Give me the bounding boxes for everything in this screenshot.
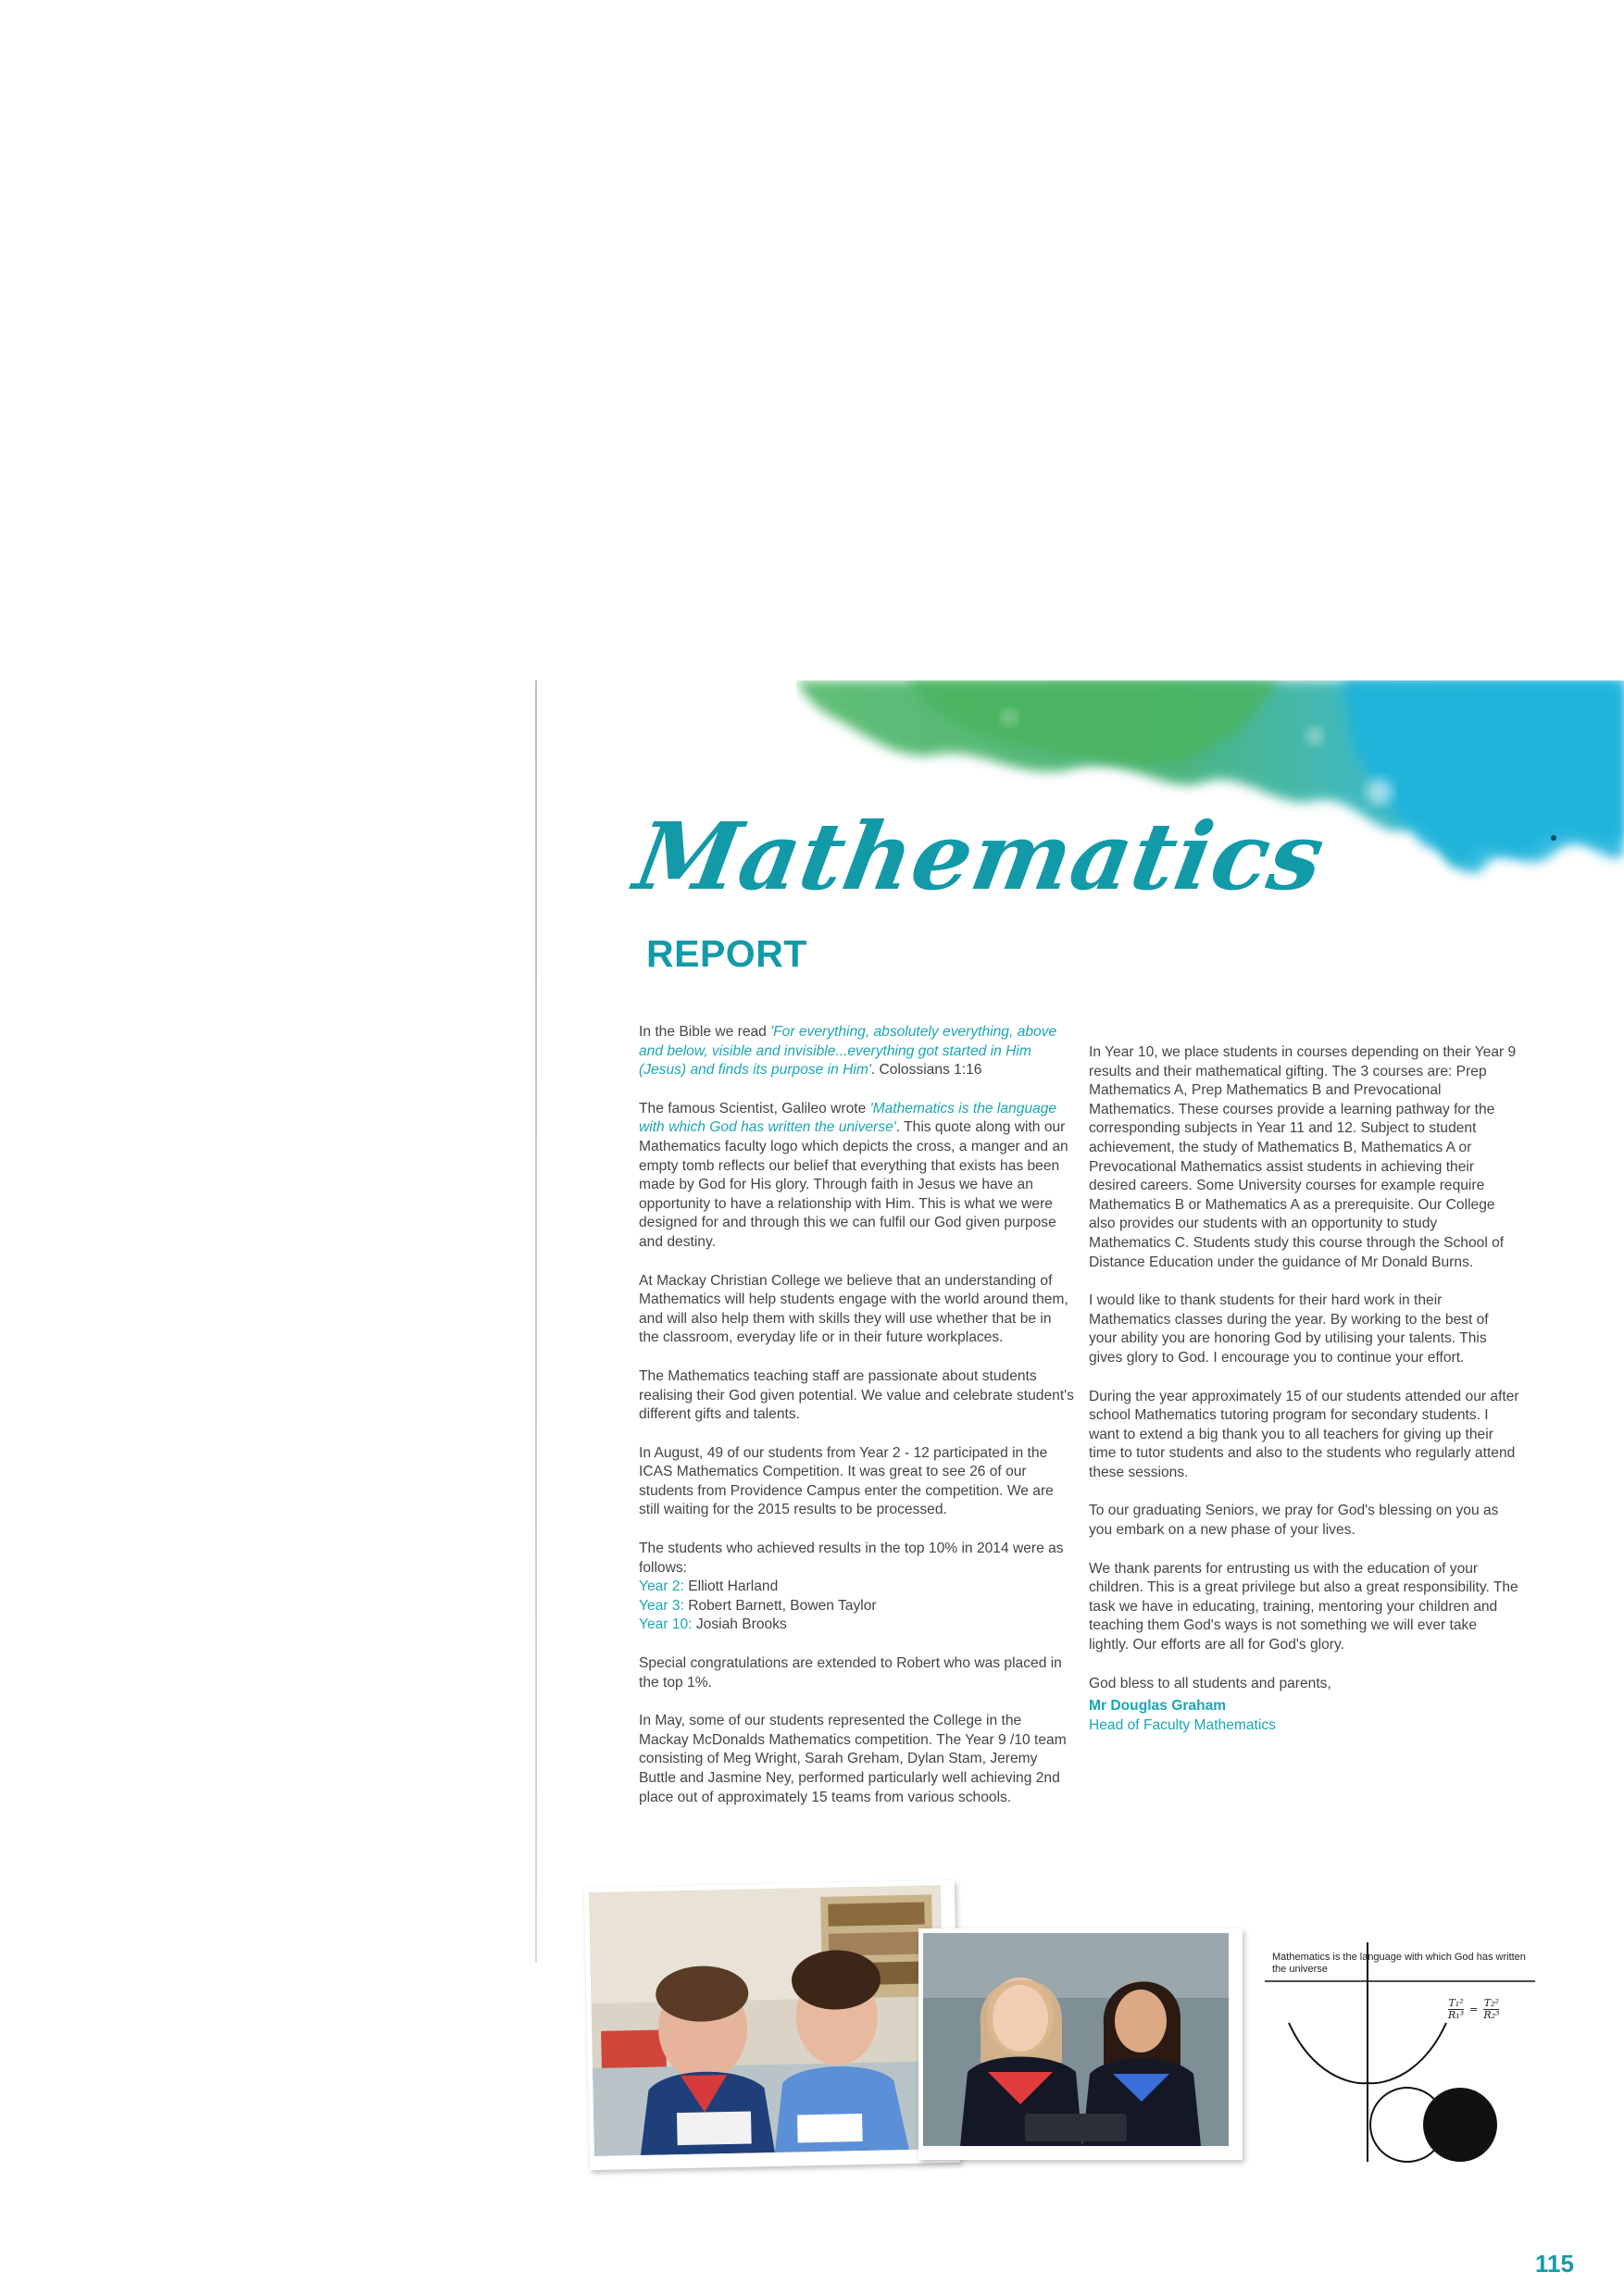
paragraph-text: The famous Scientist, Galileo wrote [639, 1100, 870, 1117]
paragraph-year10: In Year 10, we place students in courses depending on their Year 9 results and their mathematical gifting. The 3 courses are: Prep Mathematics A, Prep Mathematics B and Prevocational Mathematics. These courses provide a learning pathway for the corresponding subjects in Year 11 and 12. Subject to student achievement, the study of Mathematics B, Mathematics A or Prevocational Mathematics assist students in achieving their desired careers. Some University courses for example require Mathematics B or Mathematics A as a prerequisite. Our College also provides our students with an opportunity to study Mathematics C. Students study this course through the School of Distance Education under the guidance of Mr Donald Burns. [1089, 1044, 1517, 1270]
paragraph-seniors: To our graduating Seniors, we pray for God's blessing on you as you embark on a new phase of your lives. [1089, 1503, 1499, 1539]
result-year: Year 2: [639, 1578, 684, 1595]
paragraph-icas: In August, 49 of our students from Year 2 - 12 participated in the ICAS Mathematics Competition. It was great to see 26 of our students from Providence Campus enter the competition. We are still waiting for the 2015 results to be processed. [639, 1444, 1054, 1518]
bible-quote: 'For everything, absolutely everything, above and below, visible and invisible...everything got started in Him (Jesus) and finds its purpose in Him' [639, 1024, 1057, 1079]
result-names: Josiah Brooks [695, 1616, 787, 1633]
page-number: 115 [1535, 2250, 1574, 2277]
result-year: Year 10: [639, 1616, 693, 1633]
paragraph-results [639, 1540, 1074, 1635]
signature-role: Head of Faculty Mathematics [1089, 1716, 1276, 1733]
paragraph-tutoring: During the year approximately 15 of our students attended our after school Mathematics tutoring program for secondary students. I want to extend a big thank you to all teachers for giving up their time to tutor students and also to the students who regularly attend these sessions. [1089, 1388, 1519, 1480]
paragraph-congratulations: Special congratulations are extended to Robert who was placed in the top 1%. [639, 1655, 1062, 1691]
right-column [1089, 1043, 1519, 1735]
paragraph-text: In the Bible we read [639, 1024, 771, 1040]
page-subtitle: REPORT [646, 932, 807, 975]
galileo-quote: 'Mathematics is the language with which God has written the universe' [639, 1100, 1057, 1136]
formula-denominator: R₂³ [1483, 2009, 1500, 2021]
results-intro: The students who achieved results in the top 10% in 2014 were as follows: [639, 1541, 1064, 1576]
paragraph-bible [639, 1023, 1074, 1080]
paragraph-mcdonalds: In May, some of our students represented the College in the Mackay McDonalds Mathematics competition. The Year 9 /10 team consisting of Meg Wright, Sarah Greham, Dylan Stam, Jeremy Buttle and Jasmine Ney, performed particularly well achieving 2nd place out of approximately 15 teams from various schools. [639, 1713, 1067, 1805]
binding-line [535, 680, 537, 1963]
kepler-formula [1448, 1998, 1499, 2021]
faculty-logo [1261, 1935, 1539, 2166]
formula-equals: = [1469, 2003, 1479, 2015]
logo-caption: Mathematics is the language with which God has written the universe [1272, 1952, 1526, 1975]
paragraph-staff: The Mathematics teaching staff are passionate about students realising their God given potential. We value and celebrate student's different gifts and talents. [639, 1367, 1074, 1423]
left-column [639, 1023, 1074, 1827]
paragraph-college: At Mackay Christian College we believe that an understanding of Mathematics will help students engage with the world around them, and will also help them with skills they will use whether that be in the classroom, everyday life or in their future workplaces. [639, 1272, 1068, 1346]
signature-name: Mr Douglas Graham [1089, 1698, 1227, 1715]
result-names: Elliott Harland [688, 1578, 779, 1595]
formula-numerator: T₂² [1483, 1997, 1499, 2009]
result-names: Robert Barnett, Bowen Taylor [688, 1597, 877, 1614]
paragraph-parents: We thank parents for entrusting us with the education of your children. This is a great privilege but also a great responsibility. The task we have in educating, training, mentoring your children and teaching them God's ways is not something we will ever take lightly. Our efforts are all for God's glory. [1089, 1560, 1518, 1653]
result-year: Year 3: [639, 1597, 684, 1614]
photo-girls-tablet [918, 1928, 1243, 2160]
formula-denominator: R₁³ [1448, 2009, 1465, 2021]
page-title: Mathematics [627, 802, 1333, 911]
paragraph-blessing: God bless to all students and parents, [1089, 1675, 1331, 1691]
formula-numerator: T₁² [1448, 1997, 1464, 2009]
paragraph-galileo [639, 1100, 1074, 1253]
paragraph-thanks: I would like to thank students for their hard work in their Mathematics classes during the year. By working to the best of your ability you are honoring God by utilising your talents. This gives glory to God. I encourage you to continue your effort. [1089, 1292, 1489, 1366]
paragraph-text: . Colossians 1:16 [870, 1062, 982, 1079]
paragraph-text: . This quote along with our Mathematics faculty logo which depicts the cross, a manger and an empty tomb reflects our belief that everything that exists has been made by God for His glory. Through faith in Jesus we have an opportunity to have a relationship with Him. This is what we were designed for and through this we can fulfil our God given purpose and destiny. [639, 1119, 1068, 1250]
photo-boys-classroom [584, 1880, 960, 2170]
